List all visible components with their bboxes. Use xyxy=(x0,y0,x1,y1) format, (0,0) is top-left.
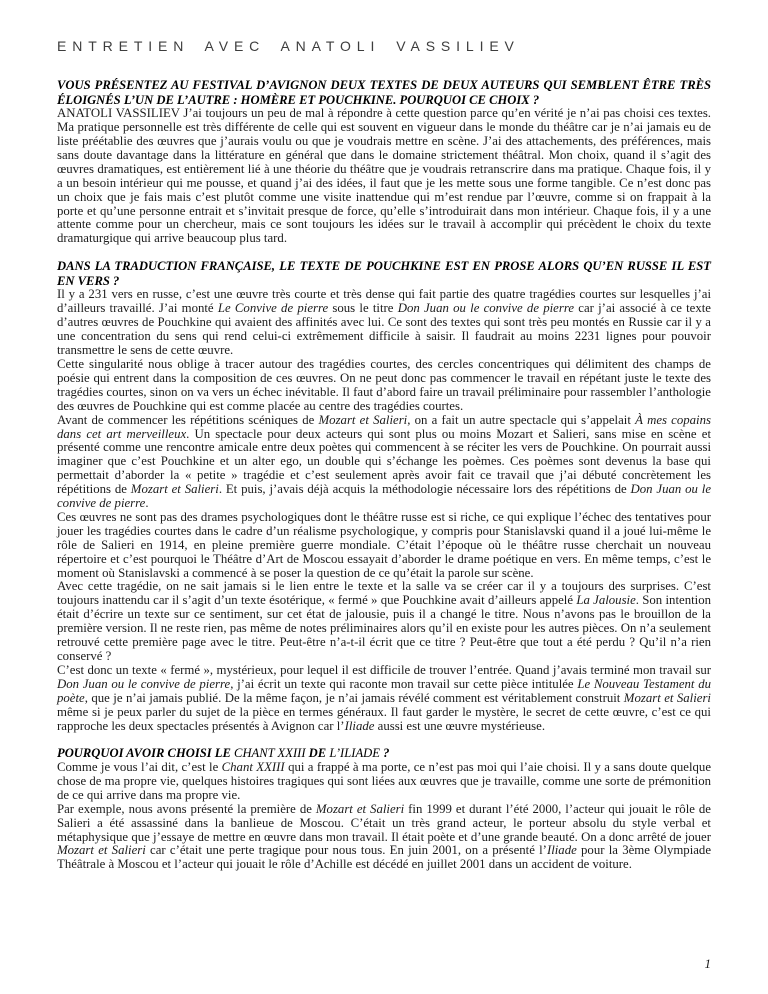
interview-question: VOUS PRÉSENTEZ AU FESTIVAL D’AVIGNON DEUX TEXTES DE DEUX AUTEURS QUI SEMBLENT ÊTRE TRÈS ÉLOIGNÉS L’UN DE L’AUTRE : HOMÈRE ET POUCHKINE. POURQUOI CE CHOIX ? xyxy=(57,78,711,107)
page-title: ENTRETIEN AVEC ANATOLI VASSILIEV xyxy=(57,38,520,54)
interview-question: POURQUOI AVOIR CHOISI LE CHANT XXIII DE L’ILIADE ? xyxy=(57,746,390,761)
interview-paragraph: ANATOLI VASSILIEV J’ai toujours un peu de mal à répondre à cette question parce qu’en vérité je n’ai pas choisi ces textes. Ma pratique personnelle est très différente de celle qui est souvent en vigueur dans le monde du théâtre car je n’ai jamais eu de liste préétablie des œuvres que j’aurais voulu ou que je voudrais mettre en scène. J’ai des attachements, des préférences, mais sans doute davantage dans la littérature en général que dans le domaine strictement théâtral. Mon choix, quand il s’agit des œuvres dramatiques, est entièrement lié à une théorie du théâtre que je voudrais retranscrire dans ma pratique. Chaque fois, il y a un besoin intérieur qui me pousse, et quand j’ai des idées, il faut que je les mette sous une forme tangible. Ce n’est donc pas un choix que je fais mais c’est plutôt comme une visite inattendue qui m’est rendue par l’œuvre, comme si on frappait à la porte et qu’une personne entrait et s’invitait presque de force, qu’elle s’introduirait dans mon intérieur. Chaque fois, il y a une attente comme pour un chercheur, mais ce sont toujours les idées sur le travail à accomplir qui précèdent le choix du texte dramaturgique qui arrive beaucoup plus tard. xyxy=(57,106,711,246)
interview-section xyxy=(57,78,711,246)
interview-paragraph: Cette singularité nous oblige à tracer autour des tragédies courtes, des cercles concentriques qui délimitent des champs de poésie qui entrent dans la composition de ces œuvres. On ne peut donc pas commencer le travail en répétant juste le texte des tragédies courtes, sinon on va vers un échec inévitable. Il faut d’abord faire un travail préliminaire pour rassembler l’anthologie des œuvres de Pouchkine qui est comme placée au centre des tragédies courtes. xyxy=(57,356,711,413)
interview-section xyxy=(57,259,711,733)
interview-paragraph: Avec cette tragédie, on ne sait jamais si le lien entre le texte et la salle va se créer car il y a toujours des surprises. C’est toujours inattendu car il s’agit d’un texte ésotérique, « fermé » que Pouchkine avait d’ailleurs appelé La Jalousie. Son intention était d’écrire un texte sur ce sentiment, sur cet état de jalousie, puis il a changé le titre. Nous n’avons pas le brouillon de la première version. Il ne reste rien, pas même de notes préliminaires alors qu’il en existe pour les autres pièces. On n’a seulement retrouvé cette première page avec le titre. Peut-être n’a-t-il écrit que ce titre ? Peut-être que tout a été perdu ? Qu’il n’a rien conservé ? xyxy=(57,579,711,663)
interview-paragraph: Par exemple, nous avons présenté la première de Mozart et Salieri fin 1999 et durant l’été 2000, l’acteur qui jouait le rôle de Salieri a été assassiné dans la banlieue de Moscou. C’était un très grand acteur, le porteur absolu du style verbal et métaphysique que j’essaye de mettre en œuvre dans mon travail. Il était poète et d’une grande beauté. On a donc arrêté de jouer Mozart et Salieri car c’était une perte tragique pour nous tous. En juin 2001, on a présenté l’Iliade pour la 3ème Olympiade Théâtrale à Moscou et l’acteur qui jouait le rôle d’Achille est décédé en juillet 2001 dans un accident de voiture. xyxy=(57,801,712,872)
interview-paragraph: Avant de commencer les répétitions scéniques de Mozart et Salieri, on a fait un autre spectacle qui s’appelait À mes copains dans cet art merveilleux. Un spectacle pour deux acteurs qui sont plus ou moins Mozart et Salieri, sans mise en scène et présenté comme une rencontre amicale entre deux poètes qui commencent à se réciter les vers de Pouchkine. On pourrait aussi imaginer que c’est Pouchkine et un alter ego, un double qui s’échange les poèmes. Ces poèmes sont devenus la base qui permettait d’aborder la « petite » tragédie et c’est seulement après avoir fait ce travail que j’ai débuté concrètement les répétitions de Mozart et Salieri. Et puis, j’avais déjà acquis la méthodologie nécessaire lors des répétitions de Don Juan ou le convive de pierre. xyxy=(57,412,712,511)
interview-paragraph: Il y a 231 vers en russe, c’est une œuvre très courte et très dense qui fait partie des quatre tragédies courtes sur lesquelles j’ai d’ailleurs travaillé. J’ai monté Le Convive de pierre sous le titre Don Juan ou le convive de pierre car j’ai associé à ce texte d’autres œuvres de Pouchkine qui avaient des affinités avec lui. Ce sont des textes qui sont très peu montés en Russie car il y a une concentration du sens qui rend celui-ci extrêmement difficile à saisir. Il faudrait au moins 2231 lignes pour pouvoir transmettre le sens de cette œuvre. xyxy=(57,287,711,358)
page-number: 1 xyxy=(704,956,711,971)
interview-body xyxy=(57,78,711,872)
interview-paragraph: Comme je vous l’ai dit, c’est le Chant XXIII qui a frappé à ma porte, ce n’est pas moi qui l’aie choisi. Il y a sans doute quelque chose de ma propre vie, quelques histoires tragiques qui sont liées aux œuvres que je travaille, comme une sorte de prémonition de ce qui arrive dans ma propre vie. xyxy=(57,760,712,802)
interview-paragraph: Ces œuvres ne sont pas des drames psychologiques dont le théâtre russe est si riche, ce qui explique l’échec des tentatives pour jouer les tragédies courtes dans le cadre d’un réalisme psychologique, y compris pour Stanislavski quand il a joué lui-même le rôle de Salieri en 1914, en pleine première guerre mondiale. C’était l’époque où le théâtre russe cherchait un nouveau répertoire et c’est pourquoi le Théâtre d’Art de Moscou essayait d’aborder le drame poétique en vers. En même temps, c’est le moment où Stanislavski a commencé à se poser la question de ce qu’était la parole sur scène. xyxy=(57,509,711,580)
interview-section xyxy=(57,746,711,872)
interview-paragraph: C’est donc un texte « fermé », mystérieux, pour lequel il est difficile de trouver l’entrée. Quand j’avais terminé mon travail sur Don Juan ou le convive de pierre, j’ai écrit un texte qui raconte mon travail sur cette pièce intitulée Le Nouveau Testament du poète, que je n’ai jamais publié. De la même façon, je n’ai jamais révélé comment est véritablement construit Mozart et Salieri même si je peux parler du sujet de la pièce en termes généraux. Il faut garder le mystère, le secret de cette œuvre, c’est ce qui rapproche les deux spectacles présentés à Avignon car l’Iliade aussi est une œuvre mystérieuse. xyxy=(57,662,711,733)
interview-question: DANS LA TRADUCTION FRANÇAISE, LE TEXTE DE POUCHKINE EST EN PROSE ALORS QU’EN RUSSE IL EST EN VERS ? xyxy=(57,259,711,288)
interview-answer xyxy=(57,107,711,246)
interview-answer xyxy=(57,288,711,733)
interview-answer xyxy=(57,761,711,872)
